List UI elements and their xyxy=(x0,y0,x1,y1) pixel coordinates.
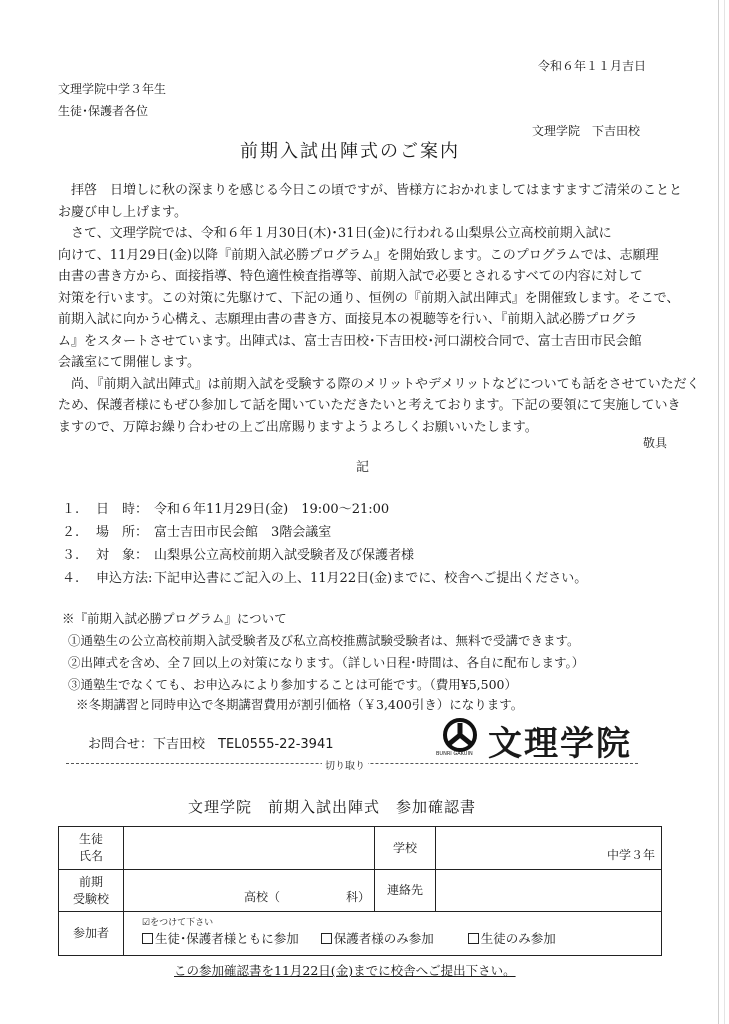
body-line: 対策を行います。この対策に先駆けて、下記の通り、恒例の『前期入試出陣式』を開催致します。そこで、 xyxy=(58,290,680,306)
form-deadline: この参加確認書を11月22日(金)までに校舎へご提出下さい。 xyxy=(174,963,516,978)
item-number: ３. xyxy=(62,548,80,563)
program-note-line: ③通塾生でなくても、お申込みにより参加することは可能です。（費用¥5,500） xyxy=(68,677,517,692)
body-line: 向けて、11月29日(金)以降『前期入試必勝プログラム』を開始致します。このプログラムでは、志願理 xyxy=(58,247,659,263)
contact-field[interactable] xyxy=(436,870,662,912)
item-value: 令和６年11月29日(金) 19:00～21:00 xyxy=(154,502,390,517)
item-value: 下記申込書にご記入の上、11月22日(金)までに、校舎へご提出ください。 xyxy=(154,571,588,586)
label-text: 前期 xyxy=(78,874,103,889)
check-hint: ☑をつけて下さい xyxy=(142,917,214,928)
closing: 敬具 xyxy=(643,436,668,450)
body-line: 由書の書き方から、面接指導、特色適性検査指導等、前期入試で必要とされるすべての内容に対して xyxy=(58,269,643,284)
recipient-line-2: 生徒･保護者各位 xyxy=(58,104,149,118)
page-title: 前期入試出陣式のご案内 xyxy=(240,141,460,162)
option-student-only[interactable] xyxy=(468,931,556,946)
exam-school-label-cell xyxy=(59,870,124,912)
label-text: 参加者 xyxy=(72,926,109,940)
option-label: 生徒のみ参加 xyxy=(480,930,556,946)
page-edge-line-2 xyxy=(724,0,725,1024)
body-line: 尚、『前期入試出陣式』は前期入試を受験する際のメリットやデメリットなどについても話をさせていただく xyxy=(58,376,700,392)
item-value: 山梨県公立高校前期入試受験者及び保護者様 xyxy=(154,548,415,563)
item-label: 申込方法: xyxy=(96,571,153,586)
body-line: ますので、万障お繰り合わせの上ご出席賜りますようよろしくお願いいたします。 xyxy=(58,419,538,435)
item-number: ２. xyxy=(62,525,80,540)
label-text: 連絡先 xyxy=(386,883,423,897)
detail-item-datetime xyxy=(62,502,389,518)
attendee-label-cell xyxy=(59,912,124,956)
label-text: 学校 xyxy=(392,840,417,855)
body-line: ため、保護者様にもぜひ参加して話を聞いていただきたいと考えております。下記の要領にて実施していき xyxy=(58,398,681,413)
student-name-field[interactable] xyxy=(124,827,375,870)
detail-item-application xyxy=(62,571,587,587)
body-line: 会議室にて開催します。 xyxy=(58,355,200,370)
attendee-options xyxy=(142,929,655,949)
grade-text: 中学３年 xyxy=(606,848,655,862)
checkbox[interactable] xyxy=(321,933,332,944)
recipient-line-1: 文理学院中学３年生 xyxy=(58,82,167,96)
item-label: 場 所： xyxy=(96,525,149,540)
ka-text: 科） xyxy=(346,890,371,904)
body-line: お慶び申し上げます。 xyxy=(58,204,187,220)
ki-heading: 記 xyxy=(356,460,370,475)
item-label: 対 象： xyxy=(96,548,149,563)
participation-form xyxy=(58,826,662,956)
checkbox[interactable] xyxy=(468,933,479,944)
item-number: ４. xyxy=(62,571,80,586)
attendee-options-cell xyxy=(124,912,662,956)
cut-line-label: 切り取り xyxy=(322,757,368,772)
body-line: さて、文理学院では、令和６年１月30日(木)･31日(金)に行われる山梨県公立高校前期入試に xyxy=(58,226,612,241)
option-both[interactable] xyxy=(142,931,299,946)
contact-label-cell xyxy=(375,870,436,912)
contact-info: お問合せ：下吉田校 TEL0555-22-3941 xyxy=(88,737,334,752)
item-value: 富士吉田市民会館 3階会議室 xyxy=(154,525,332,540)
option-guardian-only[interactable] xyxy=(321,931,434,946)
exam-school-field[interactable] xyxy=(124,870,375,912)
item-label: 日 時： xyxy=(96,502,149,517)
label-text: 生徒 xyxy=(78,832,103,846)
detail-item-target xyxy=(62,548,414,564)
program-note-line: ②出陣式を含め、全７回以上の対策になります。（詳しい日程･時間は、各自に配布します。） xyxy=(68,655,585,670)
form-title: 文理学院 前期入試出陣式 参加確認書 xyxy=(188,798,477,816)
detail-item-place xyxy=(62,525,331,541)
program-note-heading: ※『前期入試必勝プログラム』について xyxy=(62,611,287,626)
label-text: 受験校 xyxy=(72,891,109,906)
school-label-cell xyxy=(375,827,436,870)
school-field[interactable] xyxy=(436,827,662,870)
issue-date: 令和６年１１月吉日 xyxy=(538,59,647,73)
school-logo-mark xyxy=(438,717,482,761)
item-number: １. xyxy=(62,502,80,517)
body-line: ム』をスタートさせています。出陣式は、富士吉田校･下吉田校･河口湖校合同で、富士吉田市民会館 xyxy=(58,333,642,349)
option-label: 生徒･保護者様ともに参加 xyxy=(155,930,299,946)
checkbox[interactable] xyxy=(142,933,153,944)
option-label: 保護者様のみ参加 xyxy=(333,930,434,946)
sender: 文理学院 下吉田校 xyxy=(532,124,641,138)
body-line: 拝啓 日増しに秋の深まりを感じる今日この頃ですが、皆様方におかれましてはますますご清栄のことと xyxy=(58,183,683,198)
page-edge-line xyxy=(718,0,719,1024)
letter-body xyxy=(58,180,700,438)
body-line: 前期入試に向かう心構え、志願理由書の書き方、面接見本の視聴等を行い、『前期入試必勝プログラ xyxy=(58,312,638,327)
koukou-text: 高校（ xyxy=(244,890,281,904)
school-logo-text: 文理学院 xyxy=(488,724,632,764)
logo-small-text: BUNRI GAKUIN xyxy=(436,751,473,757)
winter-discount-note: ※冬期講習と同時申込で冬期講習費用が割引価格（￥3,400引き）になります。 xyxy=(76,697,524,712)
label-text: 氏名 xyxy=(78,849,103,863)
program-note-line: ①通塾生の公立高校前期入試受験者及び私立高校推薦試験受験者は、無料で受講できます。 xyxy=(68,633,580,648)
student-name-label-cell xyxy=(59,827,124,870)
